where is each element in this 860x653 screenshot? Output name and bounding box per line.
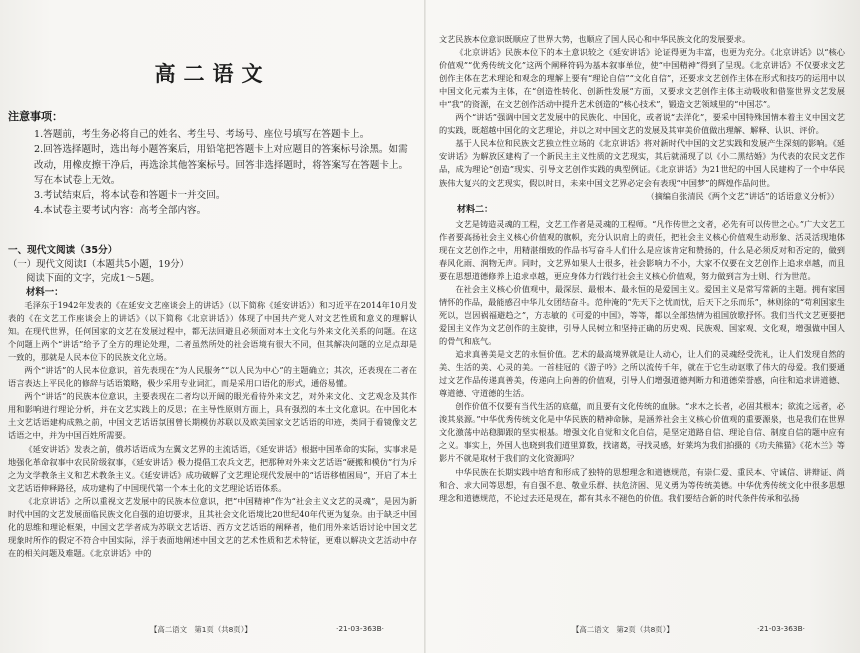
- exam-title: 高二语文: [154, 62, 271, 86]
- reading-instruction: 阅读下面的文字，完成1～5题。: [26, 273, 160, 284]
- paragraph: 追求真善美是文艺的永恒价值。艺术的最高境界就是让人动心，让人们的灵魂经受洗礼，让人们发现自然的美、生活的美、心灵的美。一首桂冠的《游子吟》之所以流传千年，就在于它生动讴歌了伟大的母爱。我们要通过文艺作品传递真善美，传递向上向善的价值观，引导人们增强道德判断力和道德荣誉感，向往和追求讲道德、尊道德、守道德的生活。: [439, 349, 845, 399]
- paragraph: 毛泽东于1942年发表的《在延安文艺座谈会上的讲话》（以下简称《延安讲话》）和习近平在2014年10月发表的《在文艺工作座谈会上的讲话》（以下简称《北京讲话》）体现了中国共产党人对文艺性质和意义的理解认知。在现代世界，任何国家的文艺在发展过程中，都无法回避且必须面对本土文化与外来文化关系的问题。在这个问题上两个“讲话”给予了全方的理论处理，二者虽然所处的社会语境有很大不同，但其解决问题的立足点却是一致的，那就是人民本位下的民族文化立场。: [8, 300, 417, 363]
- paragraph: 《北京讲话》之所以重视文艺发展中的民族本位意识，把“中国精神”作为“社会主义文艺的灵魂”，是因为新时代中国的文艺发展面临民族文化自强的迫切要求，且其社会文化语境比20世纪40年代更为复杂。由于缺乏中国化的思维和理论框架，中国文艺学者成为苏联文艺话语、西方文艺话语的阐释者，他们用外来话语讨论中国文艺现象时所作的假定不符合中国实际，浮于表面地阐述中国文艺的艺术性质和艺术特征，更难以解决文艺活动中存在的相关问题及难题。《北京讲话》中的: [8, 495, 417, 558]
- notice-list: [34, 127, 410, 219]
- paper-code: ·21-03-363B·: [757, 624, 806, 633]
- paper-code: ·21-03-363B·: [336, 624, 385, 633]
- sub-section-heading: （一）现代文阅读Ⅰ（本题共5小题，19分）: [8, 259, 189, 270]
- paragraph: 《北京讲话》民族本位下的本土意识较之《延安讲话》论证得更为丰富，也更为充分。《北京讲话》以“核心价值观”“优秀传统文化”这两个阐释符码为基本叙事单位，使“中国精神”得到了呈现。《北京讲话》不仅要求文艺创作主体在艺术理论和观念的理解上要有“理论自信”“文化自信”，还要求文艺创作主体在形式和技巧的运用中以中国文化元素为主体，在“创造性转化、创新性发展”方面，又要求文艺创作主体主动吸收和借鉴世界文艺发展中“我”的资源，在文艺创作活动中提升艺术创造的“核心技术”，锻造文艺领域里的“中国芯”。: [439, 47, 845, 110]
- paragraph: 中华民族在长期实践中培育和形成了独特的思想理念和道德规范，有崇仁爱、重民本、守诚信、讲辩证、尚和合、求大同等思想，有自强不息、敬业乐群、扶危济困、见义勇为等传统美德。中华优秀传统文化中很多思想理念和道德规范，不论过去还是现在，都有其永不褪色的价值。我们要结合新的时代条件传承和弘扬: [439, 466, 845, 503]
- paragraph: 两个“讲话”的民族本位意识，主要表现在二者均以开阔的眼光看待外来文艺，对外来文化、文艺观念及其作用和影响进行理论分析，并在文艺实践上的反思；在主导性原则方面上，具有强烈的本土文化意识。在中国化本土文艺话语建构成熟之前，中国文艺话语氛围曾长期模仿苏联以及欧美国家文艺话语的印迹，类同于看镜像文艺话语之中，并为中国百姓所需要。: [8, 391, 417, 441]
- notice-item: 4.本试卷主要考试内容：高考全部内容。: [34, 205, 207, 217]
- material-1-label: 材料一：: [26, 287, 64, 298]
- reading-text-continued: [439, 33, 845, 505]
- paragraph: 两个“讲话”强调中国文艺发展中的民族化、中国化，或者说“去洋化”，要采中国特殊国情本着主义中国文艺的实践，既超越中国化的文艺理论，并以之对中国文艺的发展及其审美价值做出理解、解释、认识、评价。: [439, 112, 845, 136]
- paragraph: 基于人民本位和民族文艺独立性立场的《北京讲话》将对新时代中国的文艺实践和发展产生深刻的影响。《延安讲话》为解放区建构了一个新民主主义性质的文艺现实，其后就涌现了以《小二黑结婚》为代表的农民文艺作品，成为理论“创造”现实、引导文艺创作实践的典型例证。《北京讲话》为21世纪的中国人民建构了一个中华民族伟大复兴的文艺现实，假以时日，未来中国文艺界必定会有表现“中国梦”的辉煌作品问世。: [439, 138, 845, 188]
- paragraph: 创作价值不仅要有当代生活的底蕴，而且要有文化传统的血脉。“求木之长者，必固其根本；欲流之远者，必浚其泉源。”中华优秀传统文化是中华民族的精神命脉，是涵养社会主义核心价值观的重要源泉，也是我们在世界文化激荡中站稳脚跟的坚实根基。增强文化自觉和文化自信，是坚定道路自信、理论自信、制度自信的题中应有之义。事实上，外国人也晓到我们道里算数，找诸葛，寻找灵感，好莱坞为我们拍摄的《功夫熊猫》《花木兰》等影片不就是取材于我们的文化资源吗？: [439, 401, 845, 464]
- page-footer: 【高二语文 第2页（共8页）】: [572, 625, 674, 634]
- page-footer: 【高二语文 第1页（共8页）】: [150, 625, 252, 634]
- paragraph: 文艺是铸造灵魂的工程，文艺工作者是灵魂的工程师。“凡作传世之文者，必先有可以传世之心。”广大文艺工作者要高扬社会主义核心价值观的旗帜，充分认识肩上的责任，把社会主义核心价值观生动形象、活灵活现地体现在文艺创作之中，用精湛细致的作品书写奋斗人们什么是应该肯定和赞扬的，什么是必须反对和否定的，做到春风化雨、润物无声。同时，文艺界如果人士很多，社会影响力不小，大家不仅要在文艺创作上追求卓越，而且要在思想道德修养上追求卓越，更应身体力行践行社会主义核心价值观，努力做到言为士则、行为世范。: [439, 218, 845, 281]
- paragraph: 文艺民族本位意识既顺应了世界大势，也顺应了国人民心和中华民族文化的发展要求。: [439, 34, 751, 44]
- notice-item: 2.回答选择题时，选出每小题答案后，用铅笔把答题卡上对应题目的答案标号涂黑。如需改动，用橡皮擦干净后，再选涂其他答案标号。回答非选择题时，将答案写在答题卡上。写在本试卷上无效。: [34, 144, 409, 186]
- paragraph: 在社会主义核心价值观中，最深层、最根本、最永恒的是爱国主义。爱国主义是常写常新的主题。拥有家国情怀的作品，最能感召中华儿女团结奋斗。范仲淹的“先天下之忧而忧，后天下之乐而乐”，林则徐的“苟利国家生死以，岂因祸福避趋之”，方志敏的《可爱的中国》，等等，都以全部热情为祖国放歌抒怀。我们当代文艺更要把爱国主义作为文艺创作的主旋律，引导人民树立和坚持正确的历史观、民族观、国家观、文化观，增强做中国人的骨气和底气。: [439, 283, 845, 347]
- paragraph: 《延安讲话》发表之前，俄苏话语成为左翼文艺界的主流话语，《延安讲话》根据中国革命的实际，实事求是地强化革命叙事中农民阶级叙事，《延安讲话》极力提倡工农兵文艺，把那种对外来文艺话语“硬搬和模仿”行为斥之为文学教条主义和艺术教条主义。《延安讲话》成功破解了文艺理论现代发展中的“话语移植困局”，开启了本土文艺话语伸释路径，成功建构了中国现代第一个本土化的文艺理论话语体系。: [8, 443, 417, 493]
- notice-heading: 注意事项：: [8, 110, 63, 123]
- material-1-text: [8, 299, 417, 560]
- source-citation: （摘编自张清民《两个文艺“讲话”的话语意义分析》）: [646, 190, 839, 201]
- page-2: [425, 0, 860, 653]
- section-heading: 一、现代文阅读（35分）: [8, 245, 118, 256]
- page-1: [0, 0, 425, 653]
- notice-item: 1.答题前，考生务必将自己的姓名、考生号、考场号、座位号填写在答题卡上。: [34, 129, 370, 140]
- material-2-label: 材料二：: [457, 204, 494, 215]
- notice-item: 3.考试结束后，将本试卷和答题卡一并交回。: [34, 190, 226, 202]
- paragraph: 两个“讲话”的人民本位意识，首先表现在“为人民服务”“以人民为中心”的主题确立；其次，还表现在二者在语言表达上平民化的修辞与话语策略，极少采用专业词汇，而是采用口语化的形式，通俗易懂。: [8, 365, 417, 389]
